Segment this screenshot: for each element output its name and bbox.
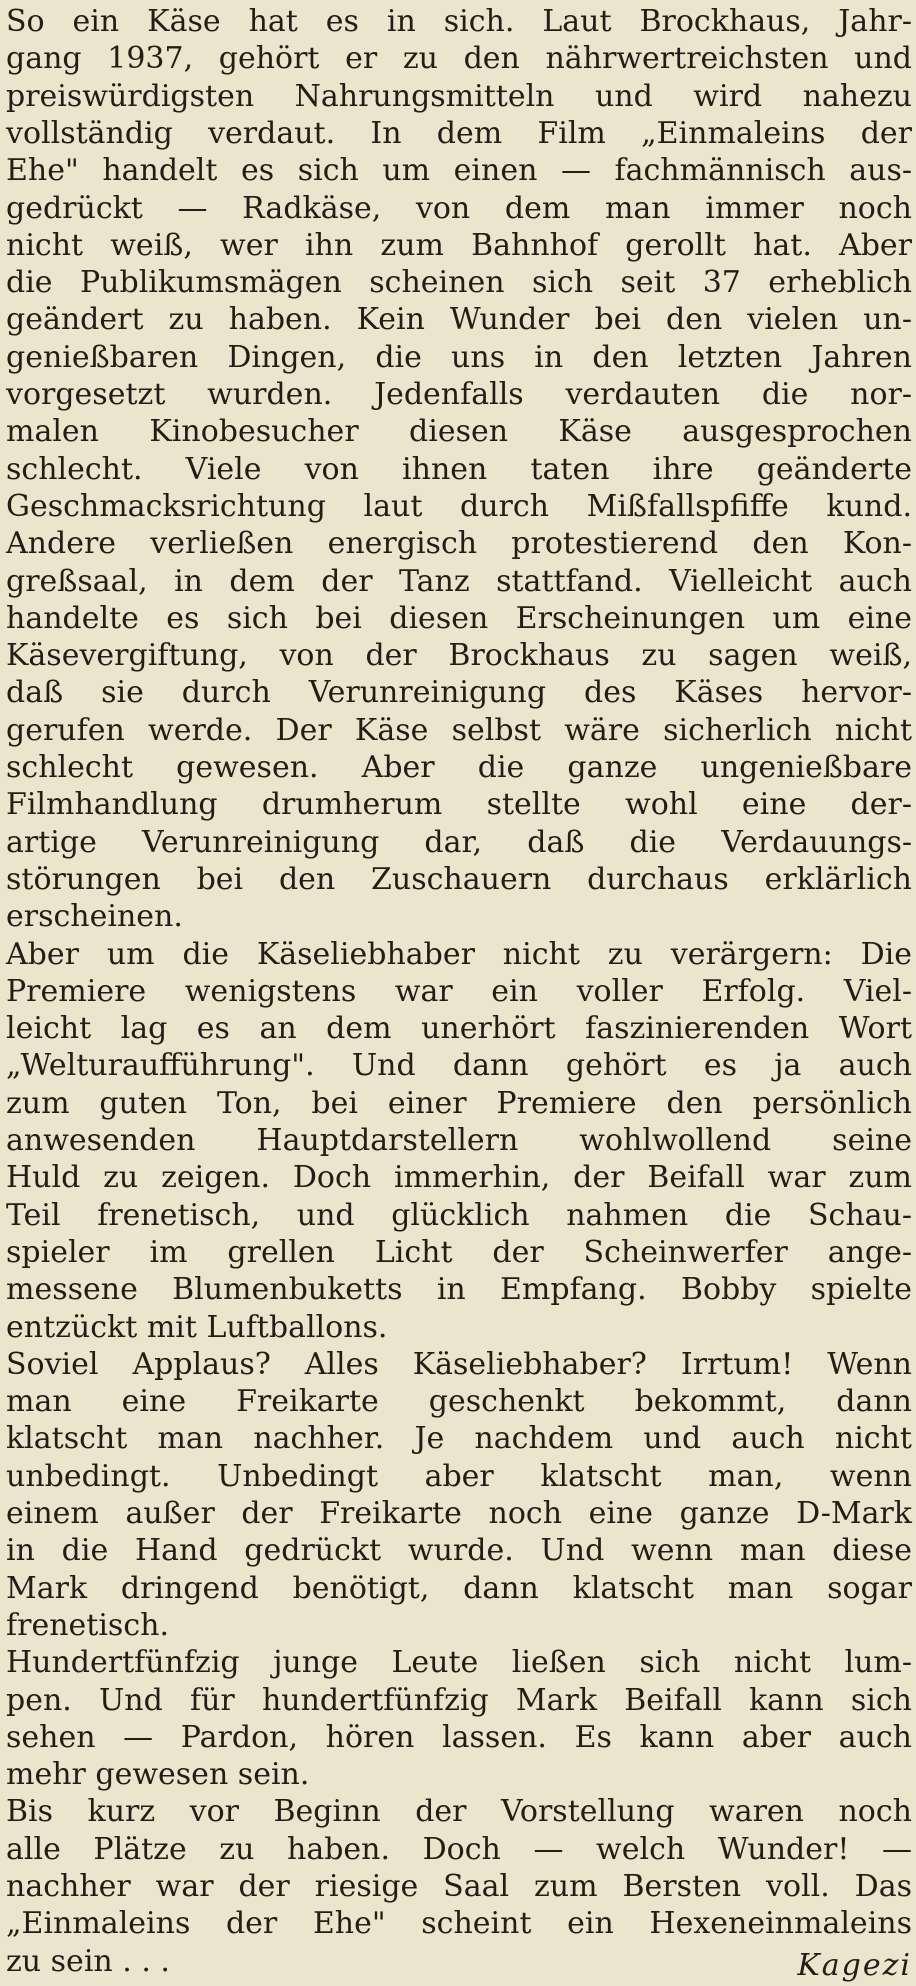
text-line: Teil frenetisch, und glücklich nahmen die Schau- <box>6 1197 912 1233</box>
text-line: Huld zu zeigen. Doch immerhin, der Beifall war zum <box>6 1160 912 1196</box>
text-line: daß sie durch Verunreinigung des Käses hervor- <box>6 675 912 711</box>
text-line: gang 1937, gehört er zu den nährwertreichsten und <box>6 41 912 77</box>
text-line: vorgesetzt wurden. Jedenfalls verdauten die nor- <box>6 377 912 412</box>
text-line: zum guten Ton, bei einer Premiere den persönlich <box>6 1085 912 1121</box>
text-line: vollständig verdaut. In dem Film „Einmaleins der <box>6 115 912 151</box>
text-line: handelte es sich bei diesen Erscheinungen um eine <box>6 600 912 636</box>
text-line: einem außer der Freikarte noch eine ganze D-Mark <box>6 1496 912 1531</box>
text-line: sehen — Pardon, hören lassen. Es kann aber auch <box>6 1719 912 1755</box>
text-line: greßsaal, in dem der Tanz stattfand. Vielleicht auch <box>6 563 912 599</box>
text-line: die Publikumsmägen scheinen sich seit 37 erheblich <box>6 265 912 301</box>
text-line: Andere verließen energisch protestierend den Kon- <box>6 526 912 562</box>
text-line: preiswürdigsten Nahrungsmitteln und wird nahezu <box>6 78 912 114</box>
text-line: Hundertfünfzig junge Leute ließen sich nicht lum- <box>6 1645 912 1681</box>
text-line: Mark dringend benötigt, dann klatscht man sogar <box>6 1570 912 1606</box>
author-signature: Kagezi <box>797 1948 912 1983</box>
text-line: nachher war der riesige Saal zum Bersten voll. Das <box>6 1869 912 1904</box>
text-line: artige Verunreinigung dar, daß die Verdauungs- <box>6 824 912 860</box>
text-line: entzückt mit Luftballons. <box>6 1309 388 1345</box>
text-line: leicht lag es an dem unerhört faszinierenden Wort <box>6 1011 912 1047</box>
text-line: Premiere wenigstens war ein voller Erfolg. Viel- <box>6 973 912 1009</box>
text-line: gedrückt — Radkäse, von dem man immer noch <box>6 190 912 226</box>
text-line: genießbaren Dingen, die uns in den letzten Jahren <box>6 339 912 375</box>
text-line: „Einmaleins der Ehe" scheint ein Hexeneinmaleins <box>6 1906 912 1942</box>
text-line: Aber um die Käseliebhaber nicht zu verärgern: Die <box>6 936 912 972</box>
text-line: in die Hand gedrückt wurde. Und wenn man diese <box>6 1533 912 1569</box>
text-line: frenetisch. <box>6 1607 169 1643</box>
text-line: schlecht gewesen. Aber die ganze ungenießbare <box>6 750 912 785</box>
text-line: Geschmacksrichtung laut durch Mißfallspfiffe kund. <box>6 488 912 524</box>
text-line: man eine Freikarte geschenkt bekommt, dann <box>6 1384 912 1420</box>
text-line: gerufen werde. Der Käse selbst wäre sicherlich nicht <box>6 712 912 748</box>
text-line: Ehe" handelt es sich um einen — fachmännisch aus- <box>6 153 912 189</box>
text-line: schlecht. Viele von ihnen taten ihre geänderte <box>6 451 912 487</box>
text-line: Käsevergiftung, von der Brockhaus zu sagen weiß, <box>6 638 912 674</box>
text-line: mehr gewesen sein. <box>6 1757 310 1793</box>
text-line: nicht weiß, wer ihn zum Bahnhof gerollt hat. Aber <box>6 227 912 263</box>
text-line: malen Kinobesucher diesen Käse ausgesprochen <box>6 414 912 450</box>
text-line: klatscht man nachher. Je nachdem und auch nicht <box>6 1421 912 1457</box>
text-line: Bis kurz vor Beginn der Vorstellung waren noch <box>6 1794 912 1830</box>
text-line: Soviel Applaus? Alles Käseliebhaber? Irrtum! Wenn <box>6 1346 912 1382</box>
text-line: störungen bei den Zuschauern durchaus erklärlich <box>6 861 912 897</box>
text-line: messene Blumenbuketts in Empfang. Bobby spielte <box>6 1272 912 1308</box>
text-line: alle Plätze zu haben. Doch — welch Wunder! — <box>6 1831 912 1867</box>
text-line: zu sein . . . <box>6 1943 170 1979</box>
text-line: So ein Käse hat es in sich. Laut Brockhaus, Jahr- <box>6 4 912 39</box>
text-line: spieler im grellen Licht der Scheinwerfer ange- <box>6 1234 912 1270</box>
text-line: anwesenden Hauptdarstellern wohlwollend seine <box>6 1123 912 1158</box>
text-line: erscheinen. <box>6 899 183 935</box>
text-line: pen. Und für hundertfünfzig Mark Beifall kann sich <box>6 1682 912 1718</box>
text-line: unbedingt. Unbedingt aber klatscht man, wenn <box>6 1458 912 1494</box>
text-line: „Welturaufführung". Und dann gehört es ja auch <box>6 1048 912 1084</box>
text-line: geändert zu haben. Kein Wunder bei den vielen un- <box>6 302 912 338</box>
text-line: Filmhandlung drumherum stellte wohl eine der- <box>6 787 912 823</box>
